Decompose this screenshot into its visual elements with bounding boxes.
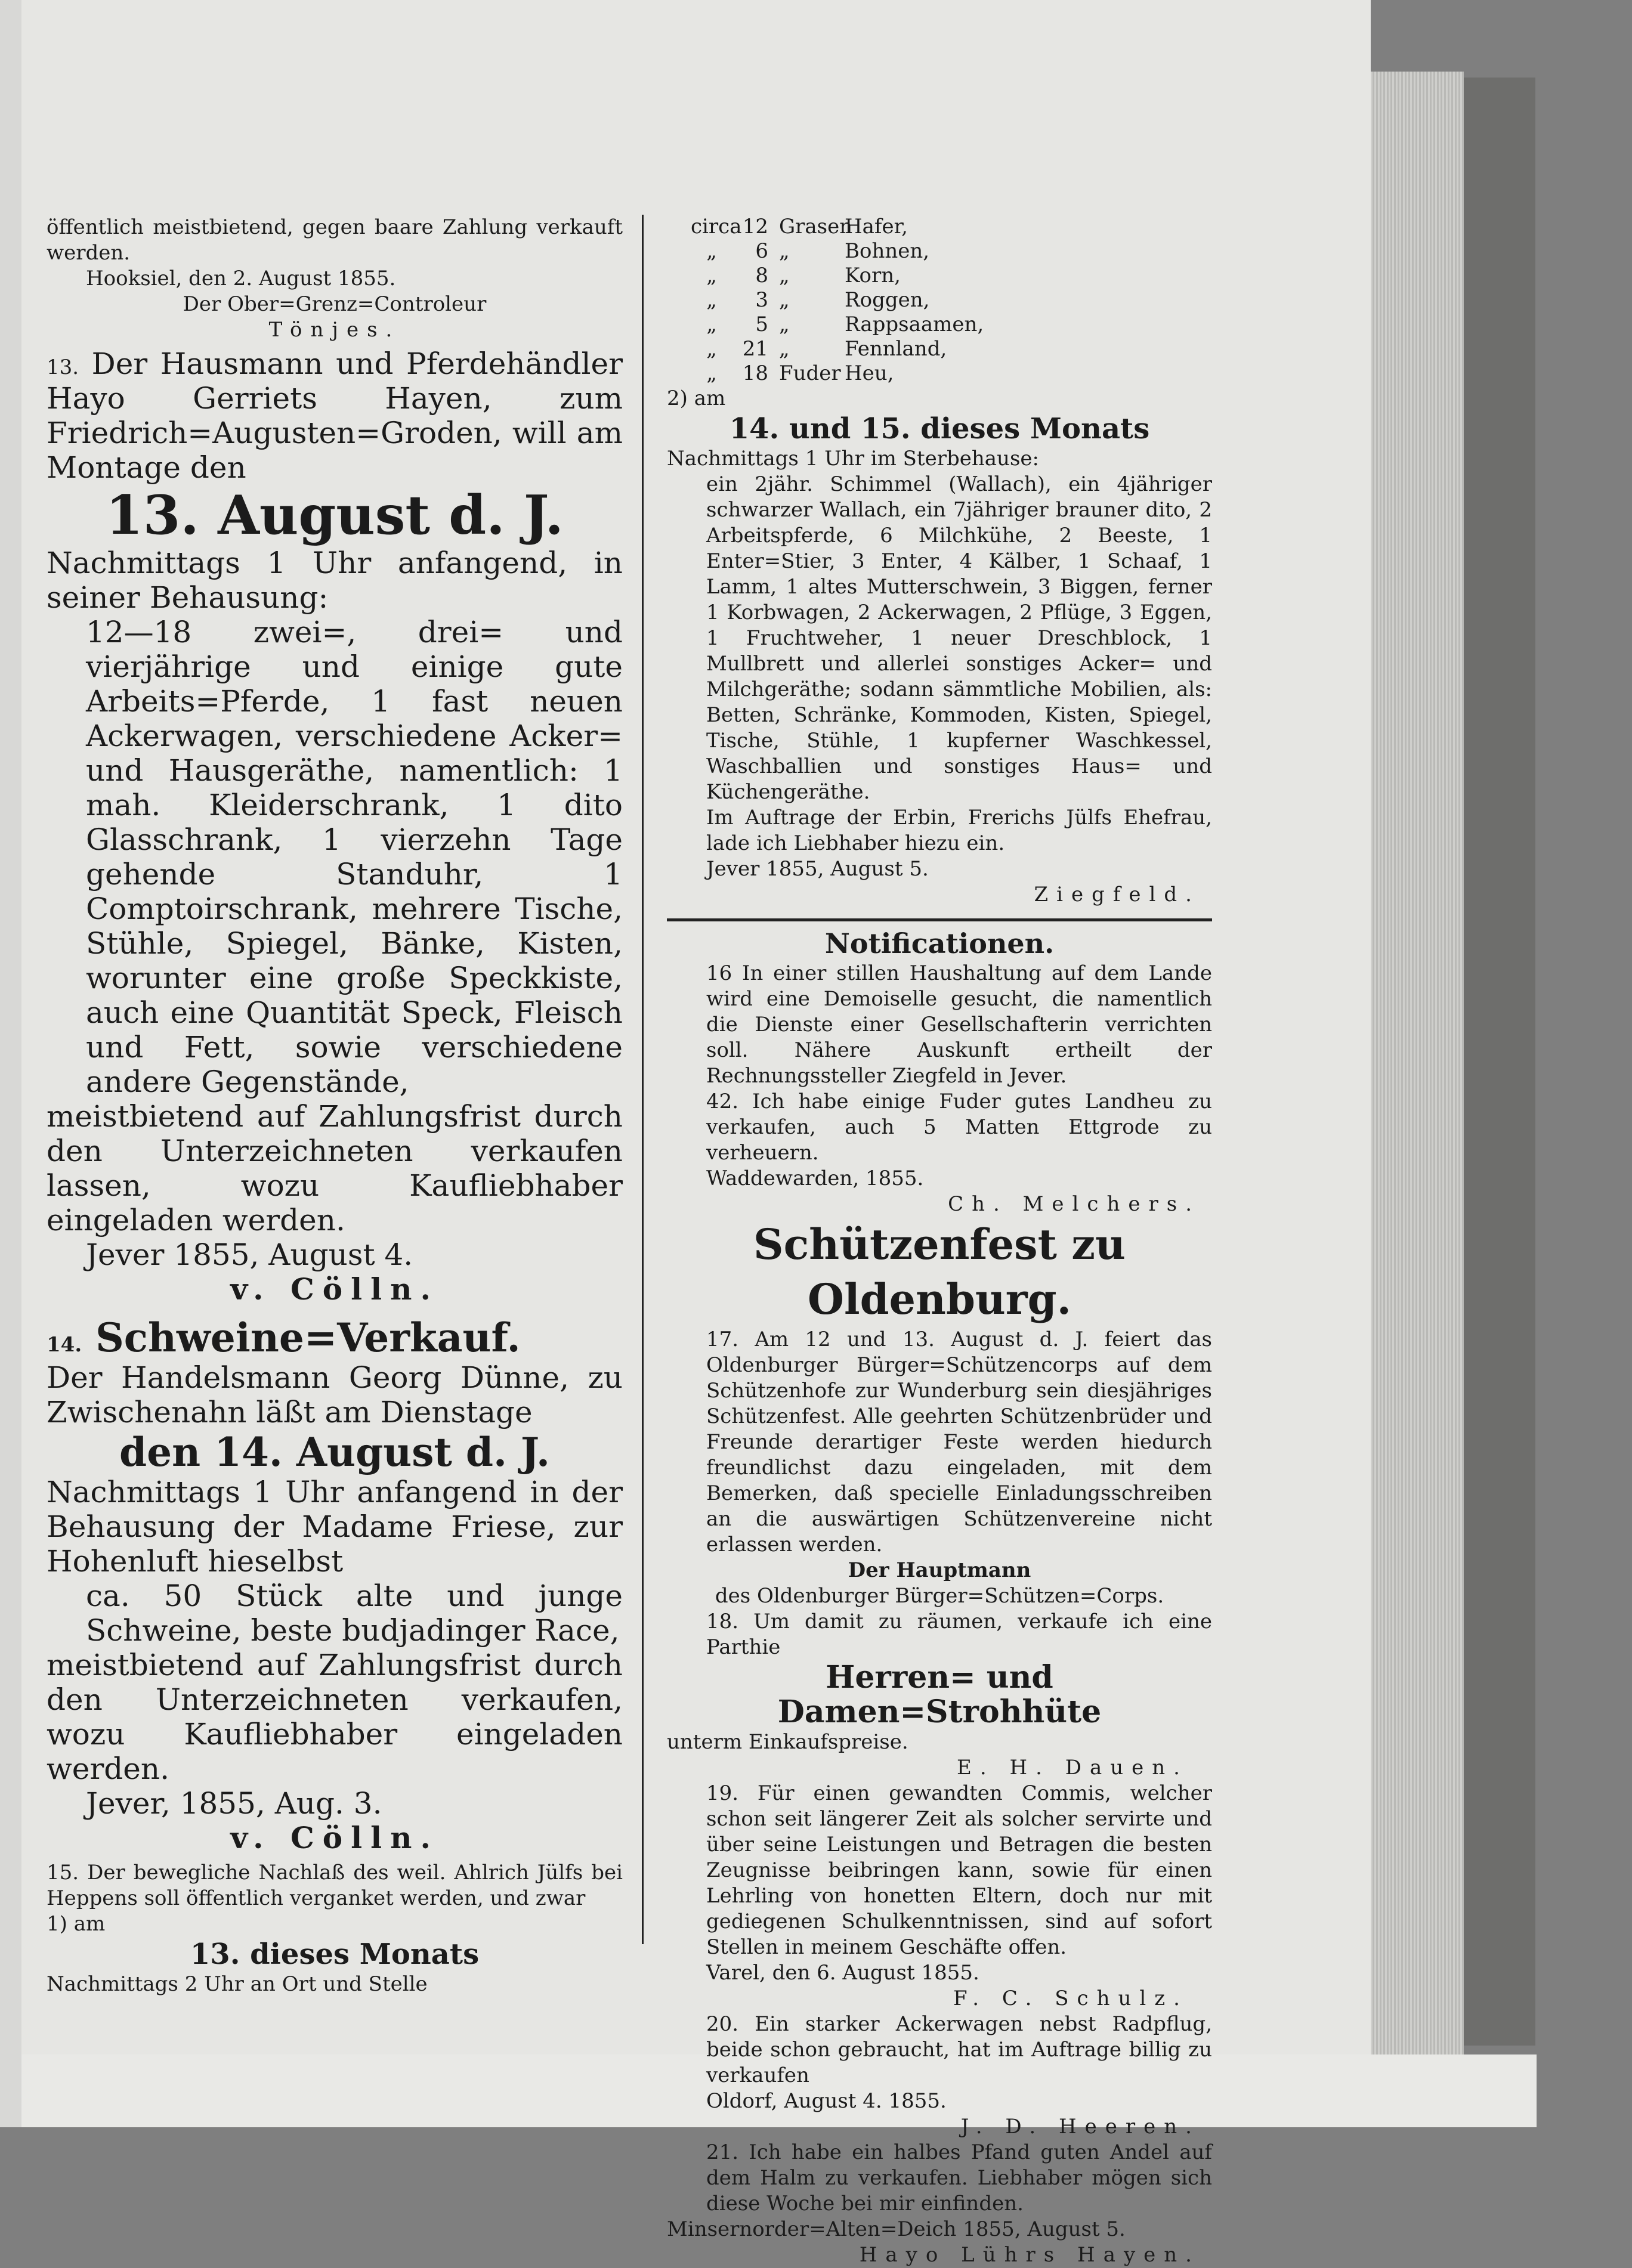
ad-20-signature: J. D. Heeren. bbox=[960, 2115, 1200, 2139]
ad-21-place-date: Minsernorder=Alten=Deich 1855, August 5. bbox=[667, 2217, 1126, 2241]
column-divider bbox=[642, 215, 644, 1944]
ad-14-title-line bbox=[47, 1315, 623, 1360]
right-column bbox=[667, 215, 1212, 2268]
book-cover-edge bbox=[1464, 78, 1535, 2046]
ad-18-tail: unterm Einkaufspreise. bbox=[667, 1730, 908, 1754]
ad-21-signature: Hayo Lührs Hayen. bbox=[859, 2243, 1200, 2267]
list-item: „ 6 „ Bohnen, bbox=[706, 239, 930, 263]
ad-19-place-date: Varel, den 6. August 1855. bbox=[706, 1961, 979, 1985]
ad-14-terms: meistbietend auf Zahlungsfrist durch den Unterzeichneten verkaufen, wozu Kaufliebhaber eingeladen werden. bbox=[47, 1648, 623, 1786]
ad-14-title: Schweine=Verkauf. bbox=[95, 1314, 521, 1361]
section-rule bbox=[667, 918, 1212, 921]
list-item: „ 21 „ Fennland, bbox=[706, 337, 947, 361]
ad-15-sub-2: 2) am bbox=[667, 386, 726, 410]
ad-15-time-2: Nachmittags 1 Uhr im Sterbehause: bbox=[667, 447, 1039, 471]
ad-18-signature: E. H. Dauen. bbox=[957, 1756, 1188, 1780]
intro-text: öffentlich meistbietend, gegen baare Zahlung verkauft werden. bbox=[47, 215, 623, 265]
ad-15-items-2: ein 2jähr. Schimmel (Wallach), ein 4jähriger schwarzer Wallach, ein 7jähriger brauner dito, 2 Arbeitspferde, 6 Milchkühe, 2 Beeste, 1 Enter=Stier, 3 Enter, 4 Kälber, 1 Schaaf, 1 Lamm, 1 altes Mutterschwein, 3 Biggen, ferner 1 Korbwagen, 2 Ackerwagen, 2 Pflüge, 3 Eggen, 1 Fruchtweher, 1 neuer Dreschblock, 1 Mullbrett und allerlei sonstiges Acker= und Milchgeräthe; sodann sämmtliche Mobilien, als: Betten, Schränke, Kommoden, Kisten, Spiegel, Tische, Stühle, 1 kupferner Waschkessel, Waschballien und sonstiges Haus= und Küchengeräthe. bbox=[706, 472, 1212, 804]
ad-42-text: 42. Ich habe einige Fuder gutes Landheu zu verkaufen, auch 5 Matten Ettgrode zu verheuern. bbox=[706, 1090, 1212, 1165]
list-item: circa 12 Grasen Hafer, bbox=[691, 215, 908, 239]
ad-13-text: 13. Der Hausmann und Pferdehändler Hayo Gerriets Hayen, zum Friedrich=Augusten=Groden, will am Montage den bbox=[47, 346, 623, 485]
ad-20-text: 20. Ein starker Ackerwagen nebst Radpflug, beide schon gebraucht, hat im Auftrage billig zu verkaufen bbox=[706, 2012, 1212, 2087]
notifications-heading: Notificationen. bbox=[824, 927, 1055, 960]
ad-21-text: 21. Ich habe ein halbes Pfand guten Andel auf dem Halm zu verkaufen. Liebhaber mögen sich diese Woche bei mir einfinden. bbox=[706, 2140, 1212, 2216]
ad-15-signature: Ziegfeld. bbox=[1034, 883, 1200, 906]
ad-42-place-date: Waddewarden, 1855. bbox=[706, 1167, 924, 1190]
list-item: „ 3 „ Roggen, bbox=[706, 288, 930, 312]
ad-13-time: Nachmittags 1 Uhr anfangend, in seiner Behausung: bbox=[47, 546, 623, 615]
ad-19-text: 19. Für einen gewandten Commis, welcher schon seit längerer Zeit als solcher servirte und über seine Leistungen und Betragen die besten Zeugnisse beibringen kann, sowie für einen Lehrling von honetten Eltern, doch nur mit gediegenen Schulkenntnissen, sind auf sofort Stellen in meinem Geschäfte offen. bbox=[706, 1781, 1212, 1959]
ad-13-date: 13. August d. J. bbox=[106, 484, 564, 547]
ad-16-text: 16 In einer stillen Haushaltung auf dem Lande wird eine Demoiselle gesucht, die namentlich die Dienste einer Gesellschafterin verrichten soll. Nähere Auskunft ertheilt der Rechnungssteller Ziegfeld in Jever. bbox=[706, 961, 1212, 1088]
ad-14-time: Nachmittags 1 Uhr anfangend in der Behausung der Madame Friese, zur Hohenluft hieselbst bbox=[47, 1475, 623, 1579]
ad-17-signature-title: Der Hauptmann bbox=[848, 1558, 1031, 1582]
ad-17-signature-org: des Oldenburger Bürger=Schützen=Corps. bbox=[715, 1584, 1164, 1608]
schuetzenfest-heading: Schützenfest zu Oldenburg. bbox=[753, 1220, 1126, 1324]
ad-14-signature: v. Cölln. bbox=[230, 1820, 439, 1855]
intro-place-date: Hooksiel, den 2. August 1855. bbox=[86, 267, 396, 290]
ad-13-signature: v. Cölln. bbox=[230, 1271, 439, 1307]
ad-13-terms: meistbietend auf Zahlungsfrist durch den Unterzeichneten verkaufen lassen, wozu Kaufliebhaber eingeladen werden. bbox=[47, 1099, 623, 1237]
left-column bbox=[47, 215, 623, 1997]
ad-18-text: 18. Um damit zu räumen, verkaufe ich eine Parthie bbox=[706, 1610, 1212, 1659]
ad-42-signature: Ch. Melchers. bbox=[948, 1192, 1200, 1216]
crop-list bbox=[667, 215, 1212, 386]
book-fore-edge bbox=[1371, 72, 1464, 2057]
ad-15-date-2: 14. und 15. dieses Monats bbox=[729, 412, 1150, 445]
list-item: „ 5 „ Rappsaamen, bbox=[706, 312, 984, 336]
ad-14-place-date: Jever, 1855, Aug. 3. bbox=[86, 1786, 382, 1821]
ad-13-items: 12—18 zwei=, drei= und vierjährige und einige gute Arbeits=Pferde, 1 fast neuen Ackerwagen, verschiedene Acker= und Hausgeräthe, namentlich: 1 mah. Kleiderschrank, 1 dito Glasschrank, 1 vierzehn Tage gehende Standuhr, 1 Comptoirschrank, mehrere Tische, Stühle, Spiegel, Bänke, Kisten, worunter eine große Speckkiste, auch eine Quantität Speck, Fleisch und Fett, sowie verschiedene andere Gegenstände, bbox=[86, 615, 623, 1099]
ad-14-date: den 14. August d. J. bbox=[119, 1429, 551, 1475]
ad-19-signature: F. C. Schulz. bbox=[953, 1987, 1188, 2010]
ad-20-place-date: Oldorf, August 4. 1855. bbox=[706, 2089, 947, 2113]
ad-15-place-date: Jever 1855, August 5. bbox=[706, 857, 929, 881]
ad-14-items: ca. 50 Stück alte und junge Schweine, beste budjadinger Race, bbox=[86, 1579, 623, 1648]
intro-office: Der Ober=Grenz=Controleur bbox=[183, 292, 487, 316]
list-item: „ 8 „ Korn, bbox=[706, 264, 901, 287]
ad-15-text: 15. Der bewegliche Nachlaß des weil. Ahlrich Jülfs bei Heppens soll öffentlich verganket werden, und zwar bbox=[47, 1861, 623, 1910]
ad-15-commission: Im Auftrage der Erbin, Frerichs Jülfs Ehefrau, lade ich Liebhaber hiezu ein. bbox=[706, 806, 1212, 855]
ad-14-number: 14. bbox=[47, 1333, 82, 1357]
ad-15-time: Nachmittags 2 Uhr an Ort und Stelle bbox=[47, 1972, 428, 1996]
ad-15-date: 13. dieses Monats bbox=[190, 1938, 480, 1971]
ad-13-place-date: Jever 1855, August 4. bbox=[86, 1237, 413, 1272]
intro-signature: Tönjes. bbox=[268, 318, 401, 342]
ad-17-text: 17. Am 12 und 13. August d. J. feiert das Oldenburger Bürger=Schützencorps auf dem Schützenhofe zur Wunderburg sein diesjähriges Schützenfest. Alle geehrten Schützenbrüder und Freunde derartiger Feste werden hiedurch freundlichst dazu eingeladen, mit dem Bemerken, daß specielle Einladungsschreiben an die auswärtigen Schützenvereine nicht erlassen werden. bbox=[706, 1328, 1212, 1557]
ad-13-number: 13. bbox=[47, 355, 79, 379]
ad-14-text: Der Handelsmann Georg Dünne, zu Zwischenahn läßt am Dienstage bbox=[47, 1360, 623, 1430]
ad-15-sub: 1) am bbox=[47, 1912, 106, 1936]
ad-18-heading: Herren= und Damen=Strohhüte bbox=[777, 1659, 1102, 1730]
list-item: „ 18 Fuder Heu, bbox=[706, 361, 894, 385]
